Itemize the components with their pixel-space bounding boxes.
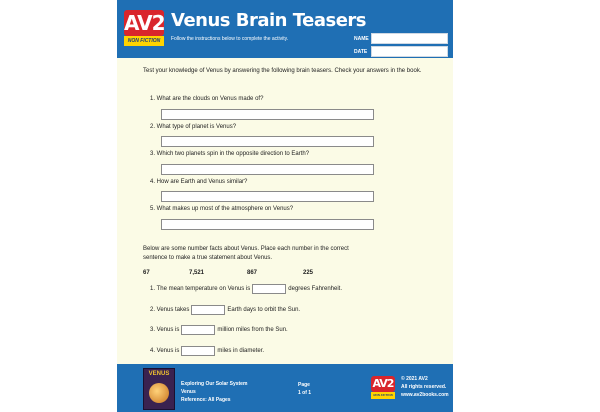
number-fact: 867 (247, 270, 258, 276)
date-label: DATE (354, 49, 368, 55)
sentence-4-start: 4. Venus is (150, 348, 180, 354)
planet-icon (149, 383, 169, 403)
date-field[interactable] (371, 46, 448, 57)
question-5: 5. What makes up most of the atmosphere on Venus? (150, 206, 294, 212)
worksheet-footer (117, 364, 453, 412)
question-3: 3. Which two planets spin in the opposite direction to Earth? (150, 151, 310, 157)
answer-field-1[interactable] (161, 109, 374, 120)
sentence-4 (150, 346, 264, 356)
sentence-3-end: million miles from the Sun. (217, 327, 288, 333)
section2-intro: Below are some number facts about Venus. Place each number in the correct sentence to make a true statement about Venus. (143, 246, 349, 261)
sentence-4-blank[interactable] (181, 346, 215, 356)
footer-logo-subtitle: NON FICTION (371, 392, 395, 399)
question-1: 1. What are the clouds on Venus made of? (150, 96, 264, 102)
av2-logo (124, 10, 164, 46)
website-link[interactable]: www.av2books.com (401, 392, 449, 398)
sentence-3-start: 3. Venus is (150, 327, 180, 333)
section1-intro: Test your knowledge of Venus by answering the following brain teasers. Check your answers in the book. (143, 68, 422, 74)
reference-text: Reference: All Pages (181, 397, 231, 403)
rights-text: All rights reserved. (401, 384, 447, 390)
footer-logo-mark: AV2 (372, 377, 394, 390)
answer-field-4[interactable] (161, 191, 374, 202)
sentence-3 (150, 325, 288, 335)
sentence-4-end: miles in diameter. (217, 348, 265, 354)
sentence-1-end: degrees Fahrenheit. (288, 286, 342, 292)
name-label: NAME (354, 36, 369, 42)
number-fact: 7,521 (189, 270, 205, 276)
logo-mark: AV2 (124, 11, 165, 35)
answer-field-5[interactable] (161, 219, 374, 230)
footer-logo (371, 376, 395, 400)
book-title: Exploring Our Solar System (181, 381, 248, 387)
answer-field-2[interactable] (161, 136, 374, 147)
number-fact: 225 (303, 270, 314, 276)
worksheet-page (117, 0, 453, 412)
sentence-3-blank[interactable] (181, 325, 215, 335)
instructions-text: Follow the instructions below to complete the activity. (171, 36, 289, 42)
worksheet-header (117, 0, 453, 58)
copyright-text: © 2021 AV2 (401, 376, 428, 382)
sentence-2 (150, 305, 300, 315)
cover-title: VENUS (148, 371, 170, 377)
logo-subtitle: NON FICTION (124, 36, 164, 46)
sentence-2-start: 2. Venus takes (150, 307, 190, 313)
sentence-1-blank[interactable] (252, 284, 286, 294)
worksheet-title: Venus Brain Teasers (171, 10, 367, 31)
book-subtitle: Venus (181, 389, 196, 395)
sentence-2-blank[interactable] (191, 305, 225, 315)
sentence-1 (150, 284, 342, 294)
question-4: 4. How are Earth and Venus similar? (150, 179, 248, 185)
sentence-1-start: 1. The mean temperature on Venus is (150, 286, 251, 292)
name-field[interactable] (371, 33, 448, 44)
number-fact: 67 (143, 270, 150, 276)
answer-field-3[interactable] (161, 164, 374, 175)
sentence-2-end: Earth days to orbit the Sun. (227, 307, 301, 313)
book-cover-image (143, 368, 175, 410)
page-label: Page (298, 382, 310, 388)
page-number: 1 of 1 (298, 390, 312, 396)
question-2: 2. What type of planet is Venus? (150, 124, 237, 130)
